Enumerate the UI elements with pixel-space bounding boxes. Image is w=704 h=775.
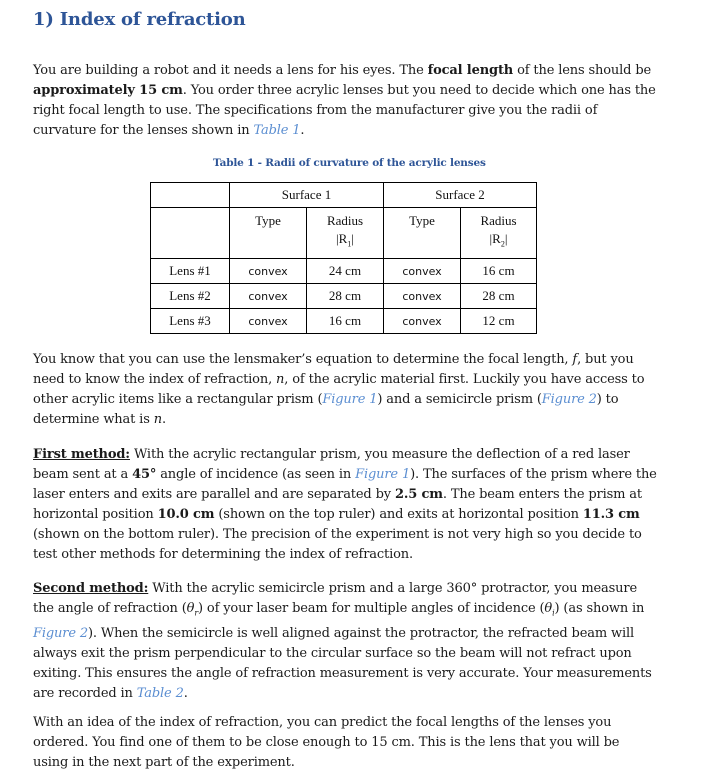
table-corner-cell-2 [151, 208, 230, 259]
surface-1-type-cell: convex [230, 259, 307, 284]
table-2-reference[interactable]: Table 2 [136, 685, 184, 701]
radius-1-header [307, 208, 384, 259]
surface-2-type-cell: convex [384, 309, 461, 334]
figure-2-reference[interactable]: Figure 2 [33, 625, 88, 641]
table-subheader-row [151, 208, 537, 259]
first-method-label: First method: [33, 447, 130, 462]
table-1-reference[interactable]: Table 1 [253, 123, 301, 138]
figure-1-reference[interactable]: Figure 1 [322, 392, 378, 407]
table-row [151, 309, 537, 334]
index-symbol: n [153, 412, 162, 427]
intro-paragraph: You are building a robot and it needs a lens for his eyes. The focal length of the lens should be approximately 15 cm. You order three acrylic lenses but you need to decide which one has the right focal length to use. The specifications from the manufacturer give you the radii of curvature for the lenses shown in Table 1. [33, 63, 656, 138]
radius-2-header [461, 208, 537, 259]
surface-2-type-cell: convex [384, 284, 461, 309]
surface-1-type-cell: convex [230, 284, 307, 309]
conclusion-paragraph: With an idea of the index of refraction, you can predict the focal lengths of the lenses you ordered. You find one of them to be close enough to 15 cm. This is the lens that you will be using in the next part of the experiment. [33, 715, 620, 770]
r1-symbol: $|R_1|$ [336, 231, 354, 249]
surface-2-type-cell: convex [384, 259, 461, 284]
radius-2-cell: 12 cm [461, 309, 537, 334]
radii-table [150, 182, 537, 334]
index-symbol: n [276, 372, 285, 387]
figure-1-reference[interactable]: Figure 1 [355, 467, 411, 482]
lensmaker-paragraph: You know that you can use the lensmaker’s equation to determine the focal length, f, but you need to know the index of refraction, n, of the acrylic material first. Luckily you have access to other acrylic items like a rectangular prism (Figure 1) and a semicircle prism (Figure 2) to determine what is n. [33, 352, 645, 427]
radius-1-cell: 16 cm [307, 309, 384, 334]
table-caption: Table 1 - Radii of curvature of the acrylic lenses [213, 157, 486, 169]
table-row [151, 284, 537, 309]
surface-1-header: Surface 1 [230, 183, 384, 208]
radius-2-cell: 16 cm [461, 259, 537, 284]
surface-2-header: Surface 2 [384, 183, 537, 208]
section-title: 1) Index of refraction [33, 9, 246, 30]
radius-1-cell: 28 cm [307, 284, 384, 309]
lens-name-cell: Lens #1 [151, 259, 230, 284]
type-2-header: Type [384, 208, 461, 259]
second-method-paragraph: Second method: With the acrylic semicircle prism and a large 360° protractor, you measure the angle of refraction $(\theta_r)$ of your laser beam for multiple angles of incidence $(\theta_i)$ (as shown in Figure 2). When the semicircle is well aligned against the protractor, the refracted beam will always exit the prism perpendicular to the circular surface so the beam will not refract upon exiting. This ensures the angle of refraction measurement is very accurate. Your measurements are recorded in Table 2. [33, 581, 652, 701]
radius-1-label: Radius [326, 213, 364, 228]
radius-2-label: Radius [480, 213, 517, 228]
focal-length-term: focal length [427, 63, 514, 78]
r2-symbol: $|R_2|$ [489, 231, 508, 249]
radius-2-cell: 28 cm [461, 284, 537, 309]
radius-1-cell: 24 cm [307, 259, 384, 284]
surface-1-type-cell: convex [230, 309, 307, 334]
lens-name-cell: Lens #3 [151, 309, 230, 334]
table-header-row [151, 183, 537, 208]
first-method-paragraph: First method: With the acrylic rectangular prism, you measure the deflection of a red laser beam sent at a 45° angle of incidence (as seen in Figure 1). The surfaces of the prism where the laser enters and exits are parallel and are separated by 2.5 cm. The beam enters the prism at horizontal position 10.0 cm (shown on the top ruler) and exits at horizontal position 11.3 cm (shown on the bottom ruler). The precision of the experiment is not very high so you decide to test other methods for determining the index of refraction. [33, 447, 657, 562]
table-row [151, 259, 537, 284]
lens-name-cell: Lens #2 [151, 284, 230, 309]
table-corner-cell [151, 183, 230, 208]
target-focal-length: approximately 15 cm [33, 83, 183, 98]
focal-length-symbol: f [572, 352, 578, 367]
second-method-label: Second method: [33, 581, 149, 596]
type-1-header: Type [230, 208, 307, 259]
figure-2-reference[interactable]: Figure 2 [541, 392, 597, 407]
